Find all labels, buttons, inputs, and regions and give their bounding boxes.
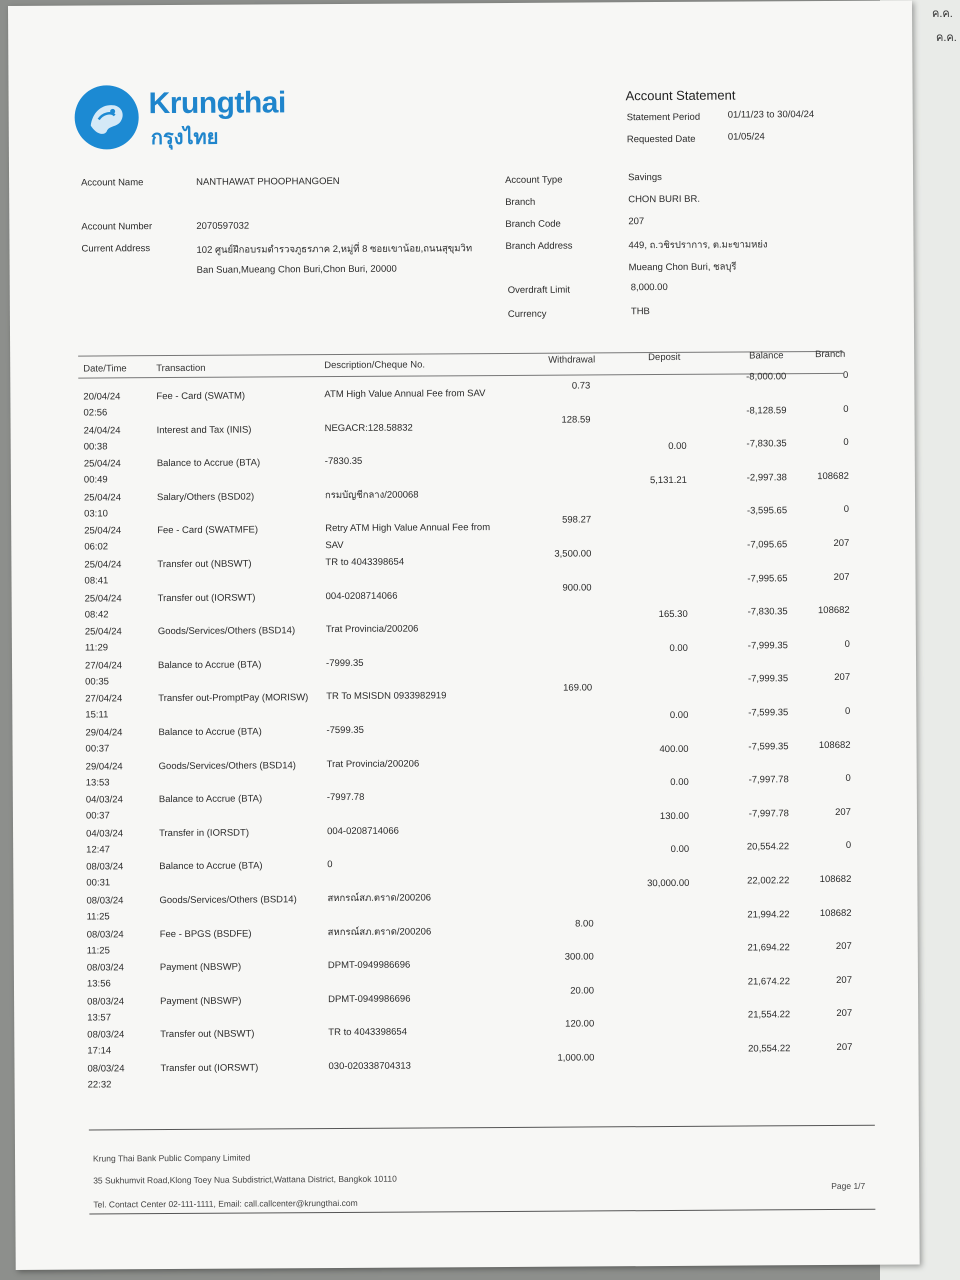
row-time: 12:47: [86, 844, 110, 856]
row-balance: 20,554.22: [748, 1043, 791, 1055]
row-description: NEGACR:128.58832: [324, 422, 413, 434]
statement-title: Account Statement: [625, 87, 736, 104]
row-time: 03:10: [84, 508, 108, 520]
row-branch: 207: [836, 1041, 853, 1053]
row-withdrawal: 1,000.00: [557, 1052, 595, 1064]
row-balance: -7,830.35: [747, 606, 788, 618]
row-time: 00:35: [85, 676, 109, 688]
row-transaction: Balance to Accrue (BTA): [158, 726, 262, 739]
row-transaction: Balance to Accrue (BTA): [158, 793, 263, 806]
row-balance: -7,999.35: [747, 640, 788, 652]
row-deposit: 5,131.21: [649, 474, 687, 486]
row-description: สหกรณ์สภ.ตราด/200206: [327, 892, 432, 905]
current-address-label: Current Address: [81, 243, 151, 255]
row-transaction: Balance to Accrue (BTA): [159, 860, 263, 873]
branch-code-value: 207: [628, 216, 645, 228]
row-date: 25/04/24: [84, 626, 122, 638]
row-date: 08/03/24: [87, 996, 125, 1008]
row-balance: 21,994.22: [747, 908, 790, 921]
row-date: 20/04/24: [83, 391, 121, 403]
footer-top-rule: [89, 1125, 875, 1131]
row-description: -7599.35: [326, 724, 364, 737]
row-description: TR To MSISDN 0933982919: [326, 690, 447, 703]
row-description: สหกรณ์สภ.ตราด/200206: [327, 926, 432, 938]
row-branch: 207: [833, 571, 850, 583]
row-description: TR to 4043398654: [325, 556, 405, 569]
row-balance: -7,095.65: [747, 539, 788, 551]
row-withdrawal: 900.00: [562, 582, 592, 594]
row-withdrawal: 3,500.00: [554, 548, 592, 560]
row-time: 11:25: [86, 944, 110, 957]
row-description: 030-020338704313: [328, 1060, 411, 1073]
row-withdrawal: 120.00: [565, 1018, 595, 1031]
row-date: 27/04/24: [85, 693, 123, 705]
row-time: 02:56: [83, 407, 108, 419]
row-date: 08/03/24: [86, 962, 124, 974]
row-balance: -7,599.35: [748, 707, 789, 719]
row-deposit: 0.00: [668, 441, 687, 453]
row-description: Retry ATM High Value Annual Fee from SAV: [325, 522, 491, 552]
row-balance: 21,674.22: [747, 976, 791, 988]
row-time: 00:49: [83, 474, 108, 486]
row-description: TR to 4043398654: [328, 1026, 408, 1039]
header-deposit: Deposit: [648, 351, 681, 364]
statement-page: [8, 0, 920, 1269]
requested-date-label: Requested Date: [626, 133, 696, 146]
row-time: 00:37: [85, 810, 110, 822]
row-branch: 0: [845, 773, 851, 785]
row-branch: 108682: [817, 470, 849, 482]
currency-label: Currency: [507, 308, 547, 320]
header-withdrawal: Withdrawal: [548, 354, 596, 366]
row-balance: 22,002.22: [747, 875, 790, 887]
account-name-label: Account Name: [81, 177, 144, 189]
row-time: 06:02: [84, 541, 109, 553]
row-branch: 0: [844, 705, 851, 717]
row-balance: 21,694.22: [747, 942, 790, 954]
row-branch: 207: [835, 806, 851, 818]
row-balance: -2,997.38: [746, 472, 787, 484]
row-time: 13:57: [87, 1012, 111, 1024]
row-withdrawal: 128.59: [561, 414, 591, 426]
row-time: 00:37: [85, 743, 110, 755]
footer-company: Krung Thai Bank Public Company Limited: [93, 1152, 251, 1164]
background-mark: ค.ค.: [936, 32, 957, 44]
row-branch: 0: [842, 369, 849, 381]
header-balance: Balance: [749, 350, 784, 362]
row-date: 08/03/24: [86, 928, 124, 941]
table-row: [14, 1041, 918, 1091]
row-date: 29/04/24: [85, 727, 123, 739]
header-date: Date/Time: [83, 363, 127, 375]
row-balance: -7,995.65: [747, 572, 788, 585]
row-transaction: Goods/Services/Others (BSD14): [159, 894, 297, 907]
account-name-value: NANTHAWAT PHOOPHANGOEN: [196, 175, 340, 188]
row-date: 25/04/24: [84, 559, 122, 571]
row-time: 13:53: [85, 776, 110, 789]
row-branch: 207: [836, 974, 853, 986]
current-address-line2: Ban Suan,Mueang Chon Buri,Chon Buri, 20000: [196, 263, 397, 276]
branch-address-line2: Mueang Chon Buri, ชลบุรี: [628, 261, 737, 274]
row-description: -7830.35: [324, 456, 363, 468]
row-branch: 0: [843, 403, 849, 415]
row-description: กรมบัญชีกลาง/200068: [324, 489, 419, 501]
row-date: 08/03/24: [86, 861, 124, 873]
row-transaction: Balance to Accrue (BTA): [156, 457, 261, 470]
row-transaction: Payment (NBSWP): [160, 995, 242, 1007]
row-date: 08/03/24: [87, 1029, 125, 1041]
row-time: 08:42: [84, 608, 109, 621]
row-withdrawal: 598.27: [562, 514, 592, 527]
page-number: Page 1/7: [831, 1180, 866, 1191]
row-deposit: 0.00: [669, 642, 688, 654]
row-date: 04/03/24: [86, 828, 124, 840]
bank-name-th: กรุงไทย: [150, 126, 219, 150]
row-description: ATM High Value Annual Fee from SAV: [324, 388, 486, 401]
row-transaction: Transfer out-PromptPay (MORISW): [158, 692, 309, 705]
row-deposit: 0.00: [669, 709, 689, 721]
row-transaction: Interest and Tax (INIS): [156, 424, 252, 436]
overdraft-limit-label: Overdraft Limit: [507, 284, 571, 296]
row-branch: 0: [843, 437, 849, 449]
row-description: -7997.78: [326, 792, 365, 804]
row-withdrawal: 20.00: [570, 985, 595, 997]
row-date: 25/04/24: [84, 525, 122, 537]
row-withdrawal: 8.00: [575, 918, 594, 930]
row-transaction: Balance to Accrue (BTA): [157, 659, 262, 671]
row-withdrawal: 300.00: [564, 951, 594, 963]
row-date: 25/04/24: [84, 592, 122, 605]
header-transaction: Transaction: [156, 362, 206, 375]
row-time: 00:38: [83, 440, 108, 453]
row-balance: -7,997.78: [748, 808, 789, 820]
requested-date-value: 01/05/24: [727, 131, 765, 143]
row-date: 27/04/24: [84, 660, 123, 672]
row-withdrawal: 169.00: [563, 682, 593, 695]
row-date: 24/04/24: [83, 424, 121, 437]
row-transaction: Transfer out (NBSWT): [160, 1028, 255, 1041]
background-mark: ค.ค.: [932, 8, 953, 20]
bank-logo-icon: [74, 85, 138, 149]
row-balance: 20,554.22: [746, 841, 790, 853]
row-branch: 207: [833, 537, 850, 549]
row-branch: 108682: [818, 739, 851, 751]
statement-period-value: 01/11/23 to 30/04/24: [727, 109, 815, 121]
row-transaction: Fee - Card (SWATMFE): [157, 524, 259, 537]
row-time: 13:56: [86, 978, 111, 990]
row-date: 25/04/24: [83, 492, 122, 504]
row-transaction: Transfer in (IORSDT): [159, 827, 250, 839]
row-time: 17:14: [87, 1045, 112, 1057]
row-deposit: 0.00: [670, 777, 689, 789]
row-transaction: Fee - BPGS (BSDFE): [159, 928, 252, 940]
row-date: 29/04/24: [85, 760, 123, 773]
account-type-value: Savings: [628, 172, 662, 184]
row-date: 08/03/24: [86, 895, 124, 907]
statement-period-label: Statement Period: [626, 111, 701, 124]
row-balance: 21,554.22: [747, 1009, 791, 1021]
row-balance: -7,599.35: [748, 740, 789, 753]
header-description: Description/Cheque No.: [324, 359, 426, 372]
row-branch: 0: [844, 638, 850, 650]
footer-contact: Tel. Contact Center 02-111-1111, Email: call.callcenter@krungthai.com: [93, 1197, 358, 1210]
row-deposit: 30,000.00: [647, 877, 690, 890]
branch-code-label: Branch Code: [505, 218, 561, 230]
account-type-label: Account Type: [505, 174, 563, 186]
row-branch: 207: [834, 672, 851, 684]
currency-value: THB: [630, 306, 650, 318]
row-transaction: Salary/Others (BSD02): [156, 491, 255, 503]
row-deposit: 0.00: [670, 844, 690, 856]
branch-value: CHON BURI BR.: [628, 193, 701, 206]
row-deposit: 130.00: [659, 810, 689, 822]
row-description: 0: [327, 859, 333, 871]
bank-name-en: Krungthai: [148, 86, 286, 121]
row-time: 11:29: [84, 642, 109, 654]
row-branch: 207: [836, 1008, 853, 1020]
row-balance: -7,830.35: [746, 438, 787, 450]
row-branch: 108682: [819, 873, 852, 886]
row-transaction: Goods/Services/Others (BSD14): [157, 625, 296, 638]
row-description: Trat Provincia/200206: [326, 758, 420, 770]
row-transaction: Transfer out (IORSWT): [160, 1062, 259, 1075]
row-transaction: Goods/Services/Others (BSD14): [158, 759, 296, 772]
row-date: 04/03/24: [85, 794, 123, 806]
account-number-label: Account Number: [81, 221, 153, 233]
overdraft-limit-value: 8,000.00: [630, 281, 668, 294]
row-balance: -3,595.65: [746, 505, 788, 517]
row-branch: 207: [835, 941, 852, 953]
branch-address-label: Branch Address: [505, 240, 573, 252]
row-deposit: 165.30: [658, 609, 688, 621]
branch-address-line1: 449, ถ.วชิรปราการ, ต.มะขามหย่ง: [628, 239, 768, 252]
row-date: 25/04/24: [83, 458, 121, 470]
footer-bottom-rule: [89, 1209, 875, 1215]
account-number-value: 2070597032: [196, 220, 250, 232]
row-transaction: Payment (NBSWP): [159, 961, 242, 974]
row-description: Trat Provincia/200206: [325, 623, 419, 636]
row-branch: 108682: [819, 907, 852, 919]
table-top-rule: [78, 351, 843, 357]
row-balance: -7,999.35: [747, 673, 789, 685]
row-date: 08/03/24: [87, 1063, 125, 1075]
row-deposit: 400.00: [659, 743, 689, 755]
row-description: DPMT-0949986696: [327, 959, 411, 972]
row-transaction: Transfer out (IORSWT): [157, 592, 256, 604]
row-balance: -8,000.00: [746, 371, 787, 383]
row-time: 00:31: [86, 877, 111, 889]
row-balance: -7,997.78: [748, 774, 789, 786]
row-description: -7999.35: [325, 657, 364, 669]
row-branch: 0: [843, 504, 850, 516]
row-balance: -8,128.59: [746, 404, 787, 417]
row-transaction: Fee - Card (SWATM): [156, 390, 246, 403]
row-description: 004-0208714066: [327, 825, 399, 837]
row-time: 08:41: [84, 575, 109, 587]
header-branch: Branch: [815, 348, 846, 361]
row-description: DPMT-0949986696: [328, 993, 411, 1005]
row-time: 15:11: [85, 709, 109, 721]
current-address-line1: 102 ศูนย์ฝึกอบรมตำรวจภูธรภาค 2,หมู่ที่ 8 ซอยเขาน้อย,ถนนสุขุมวิท: [196, 243, 473, 256]
branch-label: Branch: [505, 196, 536, 208]
row-time: 11:25: [86, 911, 110, 923]
row-branch: 108682: [817, 605, 850, 617]
row-withdrawal: 0.73: [571, 380, 591, 392]
row-time: 22:32: [87, 1079, 112, 1091]
row-description: 004-0208714066: [325, 590, 398, 602]
row-transaction: Transfer out (NBSWT): [157, 558, 252, 571]
row-branch: 0: [845, 840, 852, 852]
footer-address: 35 Sukhumvit Road,Klong Toey Nua Subdistrict,Wattana District, Bangkok 10110: [93, 1173, 397, 1186]
